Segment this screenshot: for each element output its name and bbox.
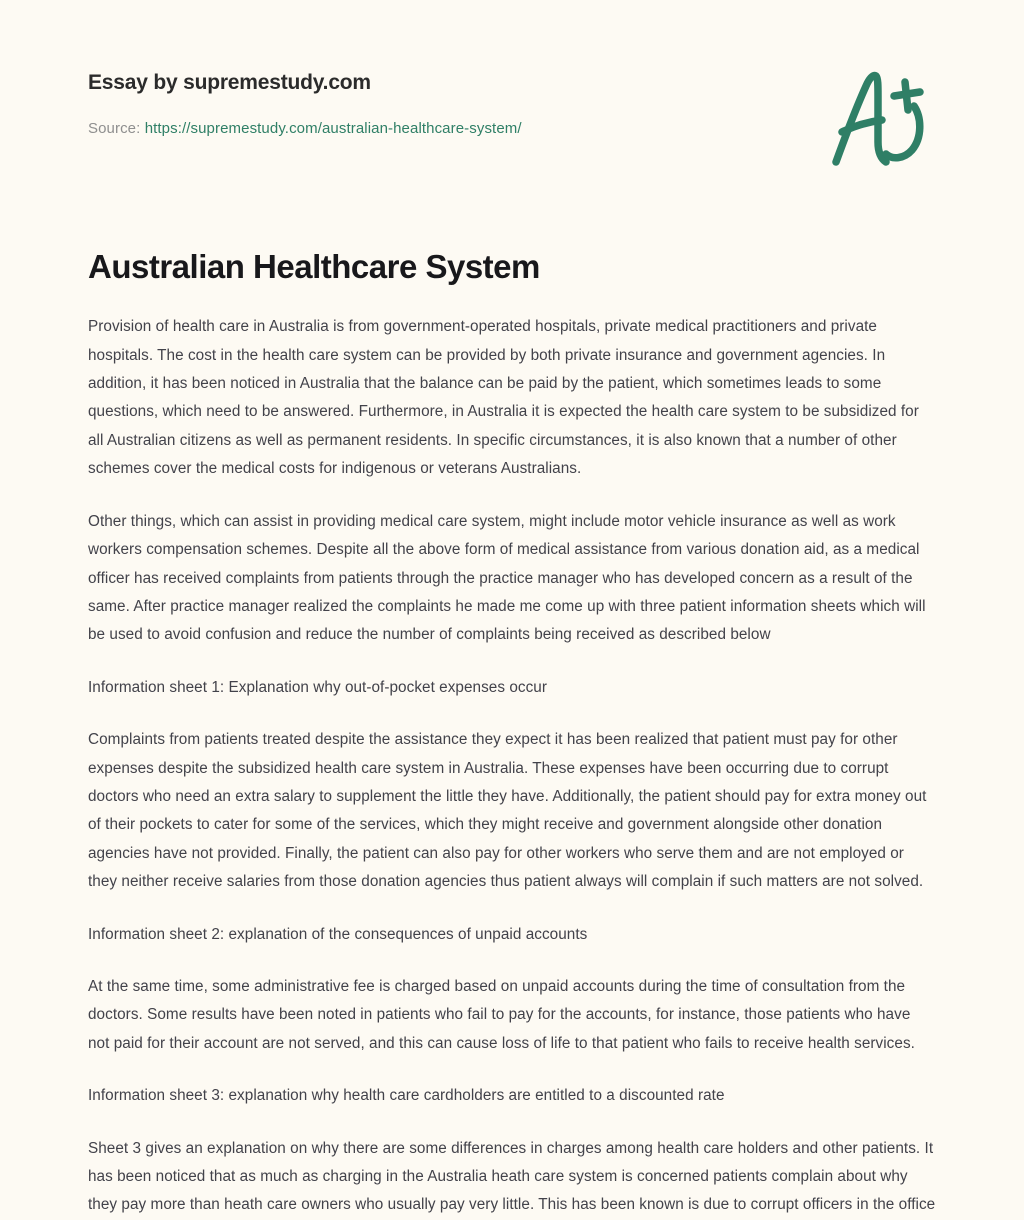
a-plus-logo-icon <box>816 58 936 178</box>
section-heading-sheet-2: Information sheet 2: explanation of the consequences of unpaid accounts <box>88 925 588 943</box>
page-title: Australian Healthcare System <box>88 248 540 285</box>
section-heading-sheet-3: Information sheet 3: explanation why health care cardholders are entitled to a discounted rate <box>88 1087 725 1105</box>
source-line <box>88 95 936 139</box>
byline: Essay by supremestudy.com <box>88 71 371 94</box>
paragraph: At the same time, some administrative fee is charged based on unpaid accounts during the time of consultation from the doctors. Some results have been noted in patients who fail to pay for the accounts, for instance, those patients who have not paid for their account are not served, and this can cause loss of life to that patient who fails to receive health services. <box>88 977 915 1052</box>
paragraph: Sheet 3 gives an explanation on why there are some differences in charges among health care holders and other patients. It has been noticed that as much as charging in the Australia heath care system is concerned patients complain about why they pay more than heath care owners who usually pay very little. This has been known is due to corrupt officers in the office <box>88 1139 936 1214</box>
source-url-link[interactable]: https://supremestudy.com/australian-healthcare-system/ <box>144 120 522 138</box>
paragraph: Complaints from patients treated despite the assistance they expect it has been realized that patient must pay for other expenses despite the subsidized health care system in Australia. These expenses have been occurring due to corrupt doctors who need an extra salary to supplement the little they have. Additionally, the patient should pay for extra money out of their pockets to cater for some of the services, which they might receive and government alongside other donation agencies have not provided. Finally, the patient can also pay for other workers who serve them and are not employed or they neither receive salaries from those donation agencies thus patient always will complain if such matters are not solved. <box>88 731 927 891</box>
paragraph: Other things, which can assist in providing medical care system, might include motor vehicle insurance as well as work workers compensation schemes. Despite all the above form of medical assistance from various donation aid, as a medical officer has received complaints from patients through the practice manager who has developed concern as a result of the same. After practice manager realized the complaints he made me come up with three patient information sheets which will be used to avoid confusion and reduce the number of complaints being received as described below <box>88 512 926 644</box>
section-heading-sheet-1: Information sheet 1: Explanation why out-of-pocket expenses occur <box>88 678 548 696</box>
source-label: Source: <box>88 120 141 138</box>
paragraph: Provision of health care in Australia is from government-operated hospitals, private medical practitioners and private hospitals. The cost in the health care system can be provided by both private insurance and government agencies. In addition, it has been noticed in Australia that the balance can be paid by the patient, which sometimes leads to some questions, which need to be answered. Furthermore, in Australia it is expected the health care system to be subsidized for all Australian citizens as well as permanent residents. In specific circumstances, it is also known that a number of other schemes cover the medical costs for indigenous or veterans Australians. <box>88 318 919 478</box>
article-body <box>88 287 936 1220</box>
article <box>88 175 936 1220</box>
page-header <box>88 0 936 175</box>
